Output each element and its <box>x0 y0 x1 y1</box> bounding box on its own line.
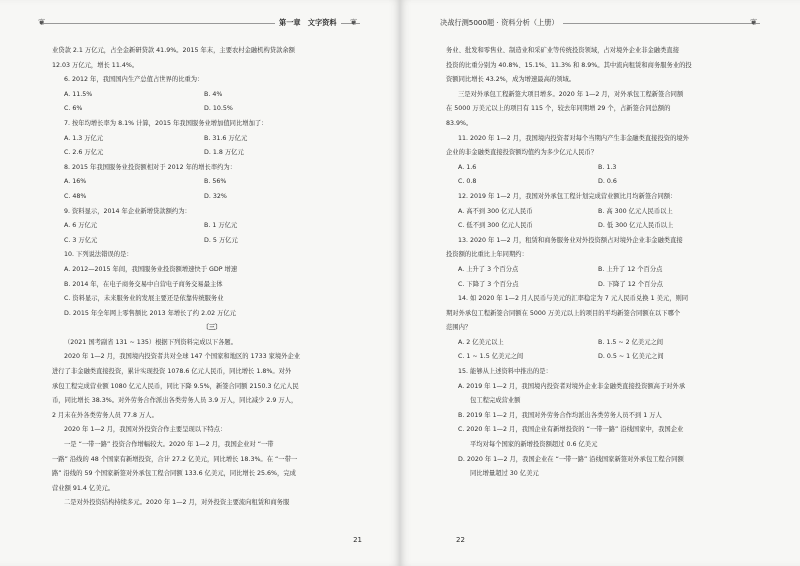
option-b: B. 31.6 万亿元 <box>204 134 248 142</box>
option-b: B. 1 万亿元 <box>204 222 238 230</box>
text-line: 在 5000 万美元以上的项目有 115 个，较去年同期增 29 个，占新签合同总额的 <box>446 105 671 113</box>
text-line: 资额同比增长 43.2%，成为增速最高的领域。 <box>446 76 576 84</box>
option-c: C. 2020 年 1—2 月，我国企业有新增投资的 “一带一路” 沿线国家中，我国企业 <box>458 426 684 434</box>
option-b: B. 56% <box>204 178 227 186</box>
option-a: A. 2012—2015 年间，我国服务业投资额增速快于 GDP 增速 <box>64 265 238 273</box>
option-c: C. 资料显示，未来服务业的发展主要还是依靠传统服务业 <box>64 295 224 303</box>
question-8: 8. 2015 年我国服务业投资额相对于 2012 年的增长率约为： <box>64 163 237 171</box>
text-line: 投资的比重分别为 40.8%、15.1%、11.3% 和 8.9%。其中流向租赁和商务服务业的投 <box>446 61 692 69</box>
section-heading: 〔三〕 <box>202 324 222 332</box>
option-c: C. 48% <box>64 192 87 200</box>
page-header-title: 决战行测5000题 · 资料分析（上册） <box>436 16 563 30</box>
option-d: D. 1.8 万亿元 <box>204 149 244 157</box>
text-line: 83.9%。 <box>446 119 473 127</box>
option-b: B. 2019 年 1—2 月，我国对外劳务合作均派出各类劳务人员不到 1 万人 <box>458 411 662 419</box>
option-d: D. 2015 年全年网上零售额比 2013 年增长了约 2.02 万亿元 <box>64 309 236 317</box>
option-d-cont: 同比增量超过 30 亿美元 <box>470 470 539 478</box>
text-line: 务业、批发和零售业、制造业和采矿业等传统投资领域，占对境外企业非金融类直接 <box>446 47 679 54</box>
text-line: 一是 “一带一路” 投资合作增幅较大。2020 年 1—2 月，我国企业对 “一带 <box>64 441 274 449</box>
option-c: C. 2.6 万亿元 <box>64 149 104 157</box>
option-b: B. 上升了 12 个百分点 <box>598 265 663 273</box>
option-d: D. 0.5 ~ 1 亿美元之间 <box>598 353 664 361</box>
question-9: 9. 资料显示，2014 年企业新增贷款额约为： <box>64 207 191 215</box>
option-c: C. 0.8 <box>458 178 477 186</box>
options-row <box>446 219 766 234</box>
text-line: 2020 年 1—2 月，我国境内投资者共对全球 147 个国家和地区的 1733 家境外企业 <box>64 353 301 361</box>
options-row <box>52 146 372 161</box>
option-a: A. 高不到 300 亿元人民币 <box>458 207 533 215</box>
option-d: D. 2020 年 1—2 月，我国企业在 “一带一路” 沿线国家新签对外承包工程合同额 <box>458 455 684 463</box>
question-6: 6. 2012 年，我国国内生产总值占世界的比重为： <box>64 76 204 84</box>
option-a: A. 上升了 3 个百分点 <box>458 265 519 273</box>
option-a-cont: 包工程完成营业额 <box>470 397 521 405</box>
options-row <box>52 102 372 117</box>
left-page-body <box>52 44 372 511</box>
question-13: 13. 2020 年 1—2 月，租赁和商务服务业对外投资额占对境外企业非金融类直接 <box>458 236 683 244</box>
option-a: A. 16% <box>64 178 87 186</box>
options-row <box>52 88 372 103</box>
option-b: B. 4% <box>204 90 223 98</box>
question-11: 11. 2020 年 1—2 月，我国境内投资者对每个当期内产生非金融类直接投资的境外 <box>458 134 689 142</box>
text-line: 期对外承包工程新签合同额在 5000 万美元以上的项目的平均新签合同额在以下哪个 <box>446 309 681 317</box>
option-a: A. 6 万亿元 <box>64 222 98 230</box>
option-d: D. 低 300 亿元人民币以上 <box>598 222 674 230</box>
text-line: 投资额的比重比上年同期约： <box>446 251 528 259</box>
text-line: 2020 年 1—2 月，我国对外投资合作主要呈现以下特点： <box>64 426 227 434</box>
option-c: C. 6% <box>64 105 83 113</box>
options-row <box>446 175 766 190</box>
option-c-cont: 平均对每个国家的新增投资额超过 0.6 亿美元 <box>470 441 598 449</box>
option-b: B. 1.3 <box>598 163 617 171</box>
options-row <box>52 175 372 190</box>
text-line: 12.03 万亿元，增长 11.4%。 <box>52 61 139 69</box>
option-b: B. 2014 年，在电子商务交易中自营电子商务交易最主体 <box>64 280 223 288</box>
option-c: C. 1 ~ 1.5 亿美元之间 <box>458 353 524 361</box>
page-number: 22 <box>456 536 465 544</box>
text-line: 营业额 91.4 亿美元。 <box>52 484 115 492</box>
question-10: 10. 下列说法错误的是： <box>64 251 133 259</box>
option-a: A. 11.5% <box>64 90 93 98</box>
options-row <box>446 278 766 293</box>
options-row <box>446 161 766 176</box>
options-row <box>446 336 766 351</box>
options-row <box>446 205 766 220</box>
text-line: 进行了非金融类直接投资，累计实现投资 1078.6 亿元人民币，同比增长 1.8%。对外 <box>52 368 292 376</box>
option-d: D. 下降了 12 个百分点 <box>598 280 663 288</box>
option-c: C. 3 万亿元 <box>64 236 98 244</box>
option-c: C. 低不到 300 亿元人民币 <box>458 222 533 230</box>
options-row <box>446 350 766 365</box>
right-page-body <box>446 44 766 482</box>
options-row <box>52 190 372 205</box>
option-d: D. 5 万亿元 <box>204 236 238 244</box>
option-d: D. 10.5% <box>204 105 233 113</box>
options-row <box>52 132 372 147</box>
text-line: 路” 沿线的 59 个国家新签对外承包工程合同额 133.6 亿美元，同比增长 25.6%，完成 <box>52 470 296 478</box>
option-b: B. 1.5 ~ 2 亿美元之间 <box>598 338 664 346</box>
text-line: 范围内？ <box>446 324 472 332</box>
option-c: C. 下降了 3 个百分点 <box>458 280 519 288</box>
section-source: （2021 国考副省 131 ~ 135）根据下列资料完成以下各题。 <box>64 338 237 346</box>
text-line: 二是对外投资结构持续多元。2020 年 1—2 月，对外投资主要流向租赁和商务服 <box>64 499 290 507</box>
option-a: A. 2 亿美元以上 <box>458 338 504 346</box>
options-row <box>52 219 372 234</box>
header-ornament-icon: ❦ <box>750 18 758 28</box>
option-d: D. 0.6 <box>598 178 617 186</box>
option-d: D. 32% <box>204 192 227 200</box>
question-12: 12. 2019 年 1—2 月，我国对外承包工程计划完成营业额比月均新签合同额： <box>458 192 677 200</box>
right-page <box>400 0 800 566</box>
text-line: 币，同比增长 38.3%。对外劳务合作派出各类劳务人员 3.9 万人，同比减少 2.9 万人， <box>52 397 298 405</box>
question-14: 14. 如 2020 年 1—2 月人民币与美元的汇率稳定为 7 元人民币兑换 1 美元，则同 <box>458 295 689 303</box>
header-ornament-icon: ❦ <box>350 18 358 28</box>
option-a: A. 1.6 <box>458 163 477 171</box>
page-number: 21 <box>353 536 362 544</box>
text-line: 承包工程完成营业额 1080 亿元人民币，同比下降 9.5%，新签合同额 2150.3 亿元人民 <box>52 382 299 390</box>
text-line: 三是对外承包工程新签大项目增多。2020 年 1—2 月，对外承包工程新签合同额 <box>458 90 684 98</box>
option-a: A. 2019 年 1—2 月，我国境内投资者对境外企业非金融类直接投资额高于对外承 <box>458 382 686 390</box>
header-ornament-icon: ❦ <box>38 18 46 28</box>
options-row <box>446 263 766 278</box>
page-header-title: 第一章 文字资料 <box>275 16 341 30</box>
option-b: B. 高 300 亿元人民币以上 <box>598 207 673 215</box>
question-15: 15. 能够从上述资料中推出的是： <box>458 368 552 376</box>
text-line: 业贷款 2.1 万亿元，占全金新研贷款 41.9%。2015 年末，主要农村金融机构贷款余额 <box>52 47 295 54</box>
text-line: 一路” 沿线的 48 个国家有新增投资，合计 27.2 亿美元，同比增长 18.3%。在 “一带一 <box>52 455 298 463</box>
text-line: 企业的非金融类直接投资额均值约为多少亿元人民币？ <box>446 149 598 157</box>
options-row <box>52 234 372 249</box>
text-line: 2 月末在外各类劳务人员 77.8 万人。 <box>52 411 158 419</box>
option-a: A. 1.3 万亿元 <box>64 134 104 142</box>
question-7: 7. 按年均增长率为 8.1% 计算，2015 年我国服务业增加值同比增加了： <box>64 119 268 127</box>
